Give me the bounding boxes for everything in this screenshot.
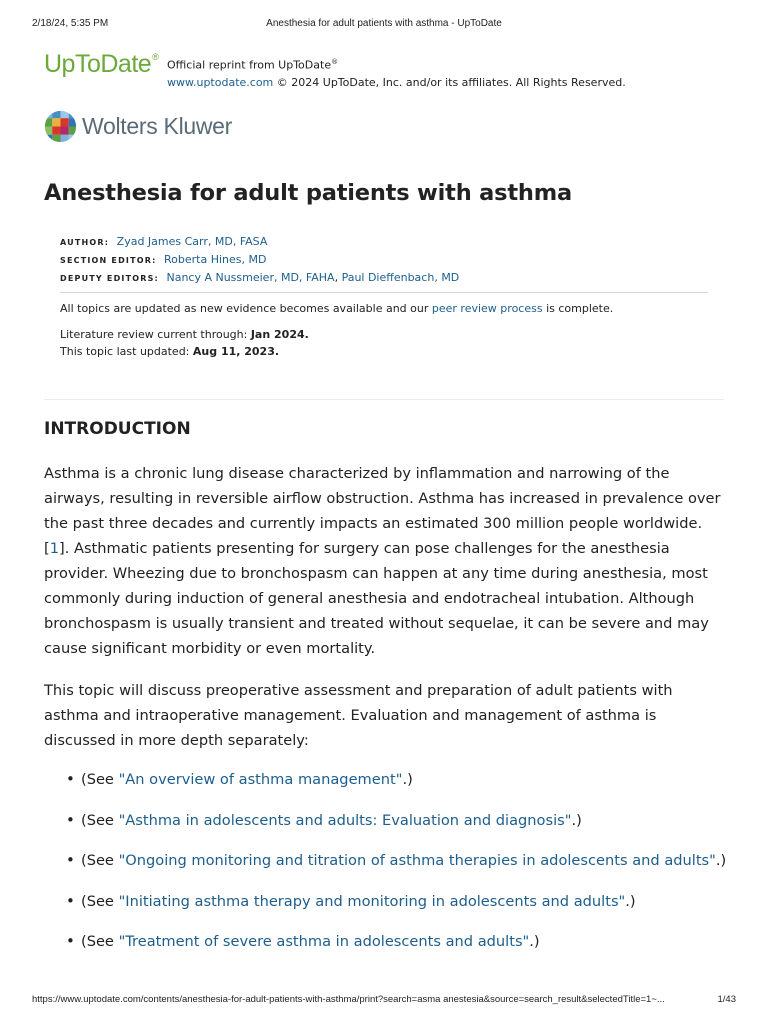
- topic-link[interactable]: "Ongoing monitoring and titration of asthma therapies in adolescents and adults": [118, 852, 716, 869]
- wolters-kluwer-wordmark: Wolters Kluwer: [82, 113, 233, 139]
- topic-link[interactable]: "Treatment of severe asthma in adolescents and adults": [118, 933, 530, 950]
- topic-link[interactable]: "Asthma in adolescents and adults: Evaluation and diagnosis": [118, 811, 572, 829]
- deputy-editors-line: [60, 269, 459, 287]
- bullet: •: [66, 932, 75, 950]
- scope-paragraph: This topic will discuss preoperative assessment and preparation of adult patients with asthma and intraoperative management. Evaluation and management of asthma is discussed in more depth separately:: [44, 682, 673, 749]
- list-item: [66, 808, 726, 849]
- bullet: •: [66, 891, 75, 910]
- list-item: [66, 889, 726, 930]
- meta-divider: [60, 292, 708, 293]
- see-prefix: (See: [81, 771, 119, 788]
- section-editor-link[interactable]: Roberta Hines, MD: [164, 253, 267, 266]
- section-heading-introduction: INTRODUCTION: [44, 419, 191, 439]
- see-suffix: .): [625, 892, 636, 910]
- reference-link[interactable]: 1: [49, 540, 59, 557]
- page-number: 1/43: [717, 994, 736, 1005]
- see-prefix: (See: [81, 811, 119, 829]
- reprint-text: Official reprint from UpToDate: [167, 58, 332, 72]
- related-topics-list: [66, 767, 726, 970]
- lit-review-label: Literature review current through:: [60, 328, 251, 341]
- section-editor-role: SECTION EDITOR:: [60, 256, 157, 265]
- list-item: [66, 848, 726, 889]
- peer-review-link[interactable]: peer review process: [431, 302, 543, 315]
- deputy-editor-link[interactable]: Nancy A Nussmeier, MD, FAHA: [166, 271, 335, 284]
- article-title: Anesthesia for adult patients with asthma: [44, 180, 572, 206]
- uptodate-logo: [44, 50, 158, 79]
- topic-link[interactable]: "An overview of asthma management": [118, 771, 403, 788]
- update-text: is complete.: [542, 302, 614, 315]
- update-notice: [60, 300, 613, 317]
- list-item: [66, 767, 726, 808]
- author-link[interactable]: Zyad James Carr, MD, FASA: [116, 235, 268, 248]
- lit-review-date: Jan 2024.: [250, 328, 309, 341]
- editor-separator: ,: [334, 271, 342, 284]
- see-suffix: .): [529, 933, 540, 950]
- see-suffix: .): [571, 811, 582, 829]
- see-suffix: .): [715, 852, 727, 869]
- last-updated-date: Aug 11, 2023.: [192, 345, 280, 358]
- author-role: AUTHOR:: [60, 238, 110, 247]
- wolters-kluwer-globe-icon: [44, 110, 77, 143]
- uptodate-logo-text: UpToDate: [44, 50, 152, 78]
- see-suffix: .): [402, 771, 413, 788]
- print-footer: [32, 994, 736, 1008]
- author-line: [60, 233, 459, 251]
- deputy-editors-role: DEPUTY EDITORS:: [60, 274, 159, 283]
- last-updated-label: This topic last updated:: [60, 345, 193, 358]
- section-editor-line: [60, 251, 459, 269]
- intro-paragraph: [44, 461, 724, 661]
- registered-mark: ®: [152, 52, 159, 62]
- reprint-registered-mark: ®: [331, 58, 339, 66]
- uptodate-site-link[interactable]: www.uptodate.com: [167, 75, 274, 89]
- wolters-kluwer-logo: [44, 110, 232, 143]
- print-page-title: Anesthesia for adult patients with asthma - UpToDate: [266, 18, 502, 29]
- copyright-text: © 2024 UpToDate, Inc. and/or its affiliates. All Rights Reserved.: [273, 75, 626, 89]
- byline: [60, 233, 459, 287]
- bullet: •: [66, 810, 75, 829]
- see-prefix: (See: [81, 892, 119, 910]
- bullet: •: [66, 770, 75, 788]
- paragraph-text: ]. Asthmatic patients presenting for surgery can pose challenges for the anesthesia provider. Wheezing due to bronchospasm can happen at any time during anesthesia, most commonly during induction of general anesthesia and endotracheal intubation. Although bronchospasm is usually transient and treated without sequelae, it can be severe and may cause significant morbidity or even mortality.: [44, 540, 709, 657]
- reprint-notice: [167, 54, 626, 91]
- topic-link[interactable]: "Initiating asthma therapy and monitoring in adolescents and adults": [118, 892, 626, 910]
- bullet: •: [66, 851, 75, 869]
- print-header: [32, 18, 736, 32]
- review-dates: [60, 326, 309, 360]
- see-prefix: (See: [81, 933, 119, 950]
- see-prefix: (See: [81, 852, 119, 869]
- paragraph-text: Asthma is a chronic lung disease characterized by inflammation and narrowing of the airways, resulting in reversible airflow obstruction. Asthma has increased in prevalence over the past three decades and currently impacts an estimated 300 million people worldwide. [: [44, 465, 721, 557]
- deputy-editor-link[interactable]: Paul Dieffenbach, MD: [341, 271, 460, 284]
- print-url: https://www.uptodate.com/contents/anesthesia-for-adult-patients-with-asthma/print?search=asma anestesia&source=search_result&selectedTitle=1~...: [32, 994, 665, 1005]
- section-divider: [44, 399, 724, 400]
- update-text: All topics are updated as new evidence becomes available and our: [60, 302, 432, 315]
- print-datetime: 2/18/24, 5:35 PM: [32, 18, 109, 29]
- list-item: [66, 929, 726, 970]
